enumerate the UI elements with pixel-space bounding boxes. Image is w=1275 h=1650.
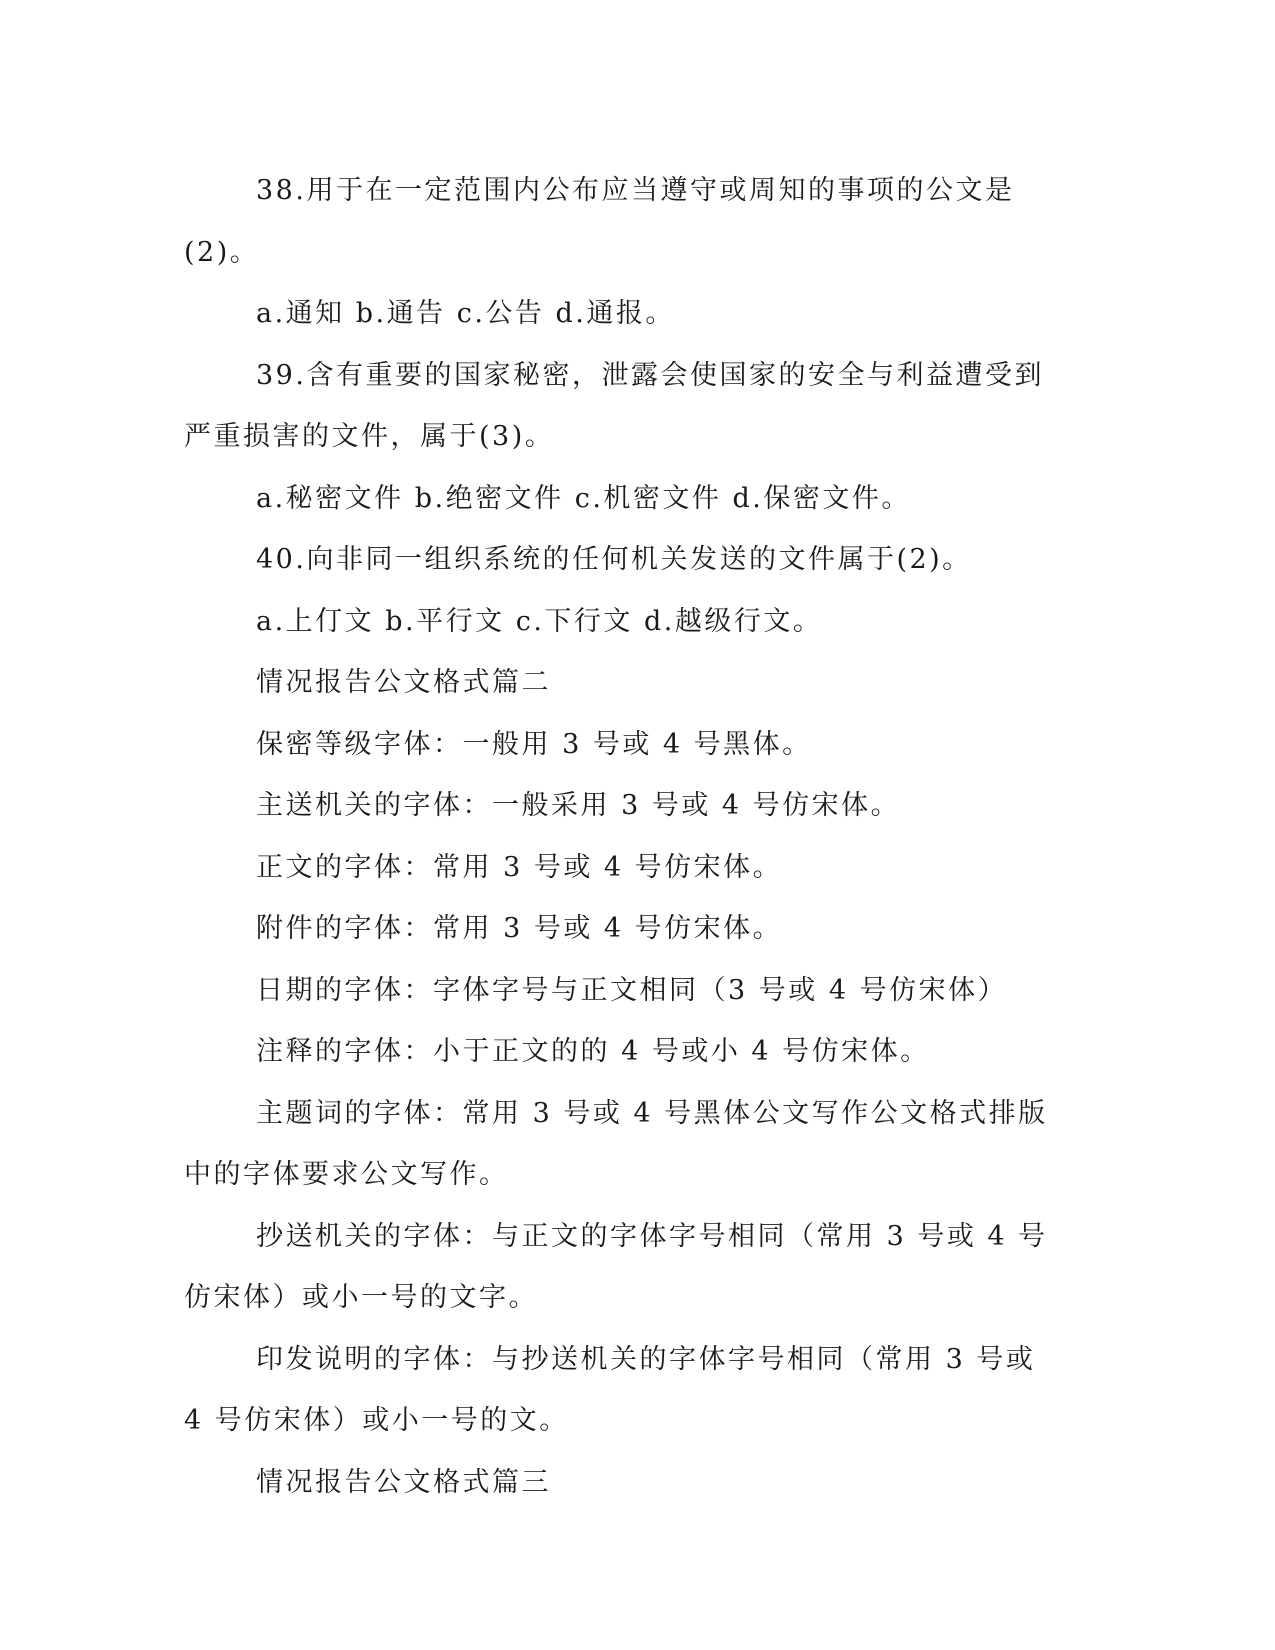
font-rule-annotation: 注释的字体：小于正文的的 4 号或小 4 号仿宋体。 [256, 1036, 930, 1067]
font-rule-date: 日期的字体：字体字号与正文相同（3 号或 4 号仿宋体） [256, 974, 1008, 1006]
font-rule-cc-recipient: 抄送机关的字体：与正文的字体字号相同（常用 3 号或 4 号仿宋体）或小一号的文字。 [184, 1220, 1048, 1313]
font-rule-recipient: 主送机关的字体：一般采用 3 号或 4 号仿宋体。 [256, 790, 901, 821]
question-39: 39.含有重要的国家秘密，泄露会使国家的安全与利益遭受到严重损害的文件，属于(3)。 [184, 359, 1044, 452]
question-40-options: a.上仃文 b.平行文 c.下行文 d.越级行文。 [256, 605, 823, 637]
font-rule-issuance-note: 印发说明的字体：与抄送机关的字体字号相同（常用 3 号或 4 号仿宋体）或小一号的文。 [184, 1343, 1036, 1436]
section-heading-part-two: 情况报告公文格式篇二 [256, 667, 551, 698]
question-40: 40.向非同一组织系统的任何机关发送的文件属于(2)。 [256, 544, 972, 575]
font-rule-subject-terms: 主题词的字体：常用 3 号或 4 号黑体公文写作公文格式排版中的字体要求公文写作。 [184, 1097, 1048, 1190]
question-38-options: a.通知 b.通告 c.公告 d.通报。 [256, 298, 675, 329]
font-rule-attachment: 附件的字体：常用 3 号或 4 号仿宋体。 [256, 913, 783, 944]
question-38: 38.用于在一定范围内公布应当遵守或周知的事项的公文是(2)。 [184, 175, 1015, 268]
document-body [184, 160, 1054, 1513]
section-heading-part-three: 情况报告公文格式篇三 [256, 1466, 551, 1498]
font-rule-body-text: 正文的字体：常用 3 号或 4 号仿宋体。 [256, 851, 783, 883]
font-rule-classification: 保密等级字体：一般用 3 号或 4 号黑体。 [256, 728, 812, 760]
question-39-options: a.秘密文件 b.绝密文件 c.机密文件 d.保密文件。 [256, 482, 911, 514]
